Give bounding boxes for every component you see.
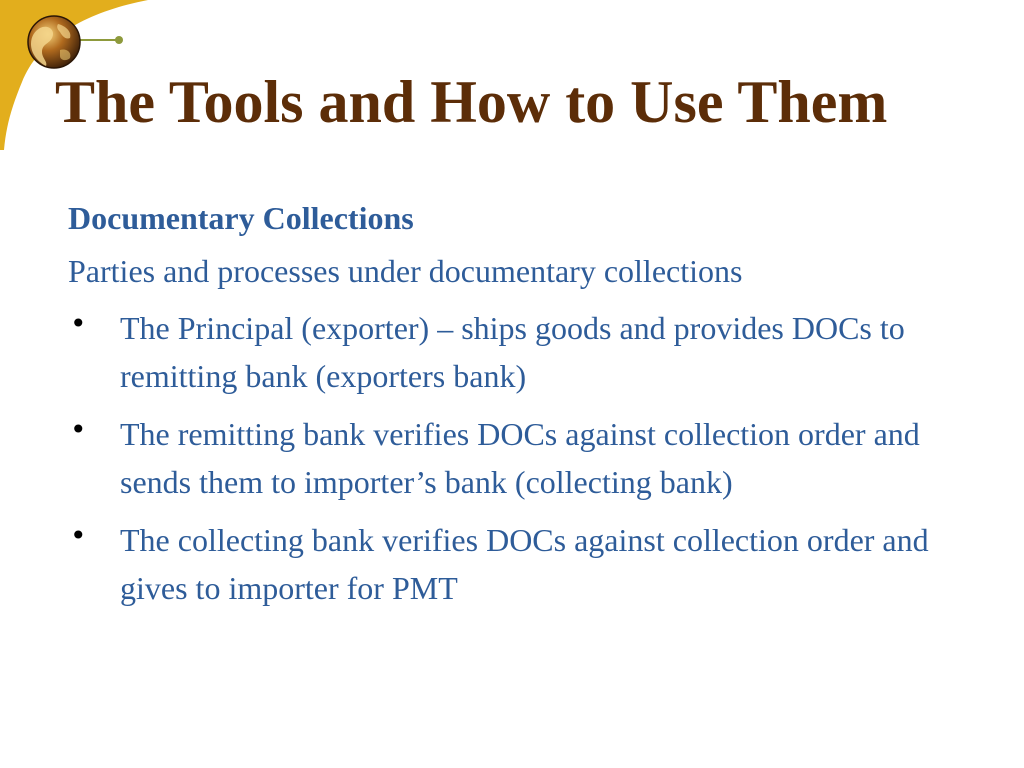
intro-text: Parties and processes under documentary collections [68, 253, 743, 289]
bullet-text: The collecting bank verifies DOCs against collection order and gives to importer for PMT [120, 522, 929, 606]
slide-body [68, 196, 968, 622]
bullet-dot-icon: • [70, 307, 87, 340]
bullet-dot-icon: • [70, 413, 87, 446]
globe-icon [28, 16, 80, 68]
bullet-item [68, 304, 960, 400]
bullet-list [68, 304, 968, 612]
bullet-item [68, 516, 960, 612]
bullet-dot-icon: • [70, 519, 87, 552]
bullet-item [68, 410, 960, 506]
bullet-text: The Principal (exporter) – ships goods and provides DOCs to remitting bank (exporters bank) [120, 310, 905, 394]
section-subheading: Documentary Collections [68, 200, 414, 236]
pointer-dot [115, 36, 123, 44]
bullet-text: The remitting bank verifies DOCs against collection order and sends them to importer’s bank (collecting bank) [120, 416, 920, 500]
slide-title: The Tools and How to Use Them [55, 69, 888, 135]
